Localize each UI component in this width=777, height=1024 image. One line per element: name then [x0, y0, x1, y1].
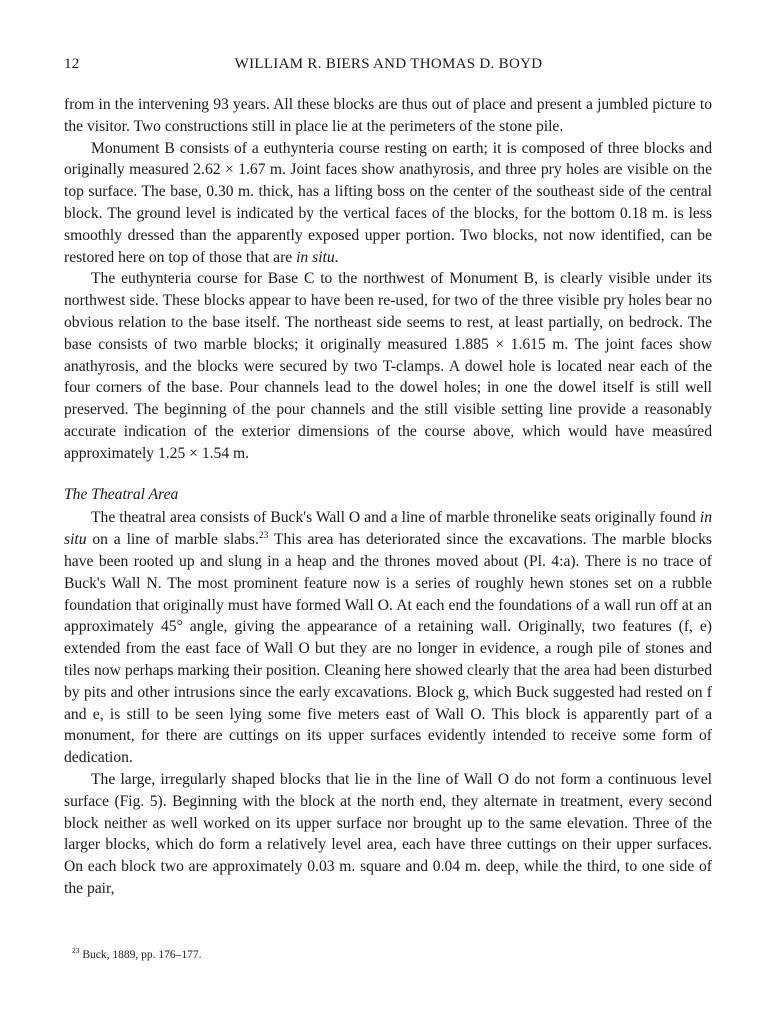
paragraph-text: . [334, 248, 339, 266]
page-header [64, 56, 713, 78]
paragraph-text: Monument B consists of a euthynteria course resting on earth; it is composed of three blocks and originally measured 2.62 × 1.67 m. Joint faces show anathyrosis, and three pry holes are visible on the top surface. The base, 0.30 m. thick, has a lifting boss on the center of the southeast side of the central block. The ground level is indicated by the vertical faces of the blocks, for the bottom 0.18 m. is less smoothly dressed than the apparently exposed upper portion. Two blocks, not now identified, can be restored here on top of those that are [64, 139, 712, 266]
paragraph [64, 507, 712, 769]
section-heading: The Theatral Area [64, 485, 179, 503]
italic-term: in situ [296, 248, 335, 266]
paragraph: from in the intervening 93 years. All these blocks are thus out of place and present a jumbled picture to the visitor. Two constructions still in place lie at the perimeters of the stone pile. [64, 96, 712, 135]
footnote-number: 23 [72, 946, 80, 956]
footnote-ref[interactable]: 23 [258, 530, 269, 541]
paragraph: The euthynteria course for Base C to the northwest of Monument B, is clearly visible under its northwest side. These blocks appear to have been re-used, for two of the three visible pry holes bear no obvious relation to the base itself. The northeast side seems to rest, at least partially, on bedrock. The base consists of two marble blocks; it originally measured 1.885 × 1.615 m. The joint faces show anathyrosis, and the blocks were secured by two T-clamps. A dowel hole is located near each of the four corners of the base. Pour channels lead to the dowel holes; in one the dowel itself is still well preserved. The beginning of the pour channels and the still visible setting line provide a reasonably accurate indication of the exterior dimensions of the course above, which would have measúred approximately 1.25 × 1.54 m. [64, 270, 712, 462]
body-text [64, 94, 712, 900]
footnote [72, 947, 202, 963]
page-number: 12 [64, 56, 80, 72]
paragraph-text: on a line of marble slabs. [86, 531, 259, 549]
running-head: WILLIAM R. BIERS AND THOMAS D. BOYD [234, 56, 543, 72]
paragraph [64, 138, 712, 269]
italic-term: in situ [64, 509, 712, 549]
paragraph: The large, irregularly shaped blocks that lie in the line of Wall O do not form a continuous level surface (Fig. 5). Beginning with the block at the north end, they alternate in treatment, every second block neither as well worked on its upper surface nor brought up to the same elevation. Three of the larger blocks, which do form a relatively level area, each have three cuttings on their upper surfaces. On each block two are approximately 0.03 m. square and 0.04 m. deep, while the third, to one side of the pair, [64, 770, 712, 897]
footnote-text: Buck, 1889, pp. 176–177. [79, 949, 202, 961]
paragraph-text: This area has deteriorated since the excavations. The marble blocks have been rooted up and slung in a heap and the thrones moved about (Pl. 4:a). There is no trace of Buck's Wall N. The most prominent feature now is a series of roughly hewn stones set on a rubble foundation that originally must have formed Wall O. At each end the foundations of a wall run off at an approximately 45° angle, giving the appearance of a retaining wall. Originally, two features (f, e) extended from the east face of Wall O but they are no longer in evidence, a rough pile of stones and tiles now perhaps marking their position. Cleaning here showed clearly that the area had been disturbed by pits and other intrusions since the early excavations. Block g, which Buck suggested had rested on f and e, is still to be seen lying some five meters east of Wall O. This block is apparently part of a monument, for there are cuttings on its upper surfaces evidently intended to receive some form of dedication. [64, 531, 712, 767]
paragraph-text: The theatral area consists of Buck's Wall O and a line of marble thronelike seats originally found [91, 509, 700, 527]
